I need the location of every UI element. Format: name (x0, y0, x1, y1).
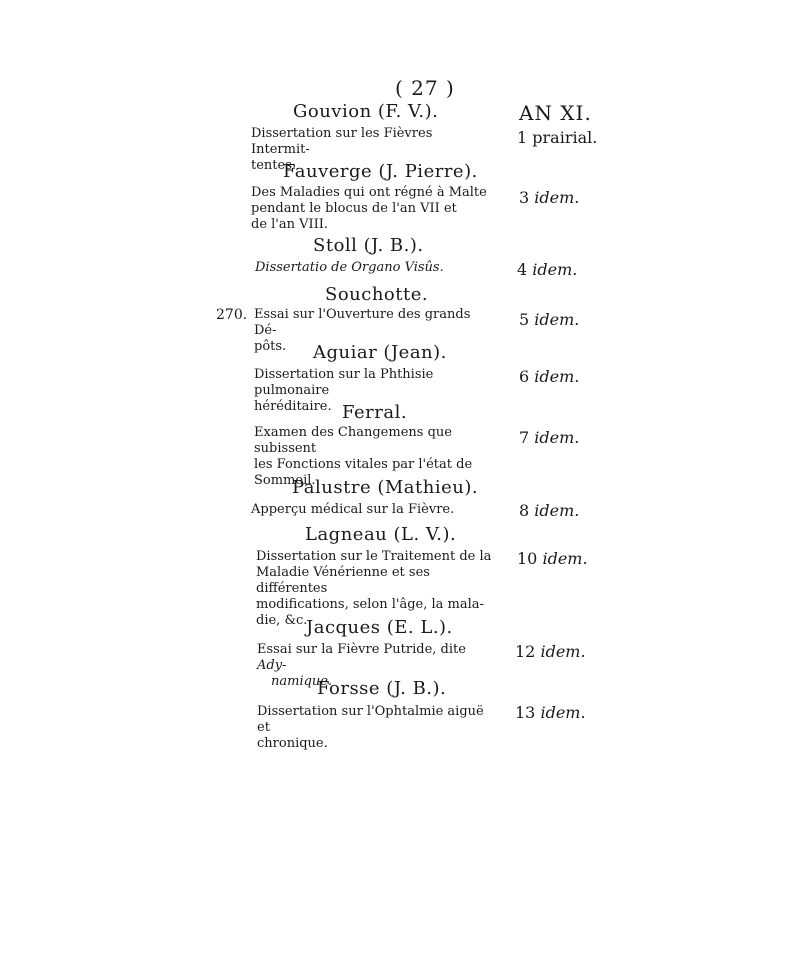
entry-author: Souchotte. (325, 284, 429, 305)
date-label: idem. (540, 642, 586, 661)
entry-title: Examen des Changemens que subissent les Fonctions vitales par l'état de Sommeil. (254, 425, 473, 488)
title-italic-text: Ady- (257, 658, 287, 673)
entry-author: Palustre (Mathieu). (292, 477, 479, 498)
date-label: idem. (534, 310, 580, 329)
date-label: idem. (534, 188, 580, 207)
date-day: 5 (519, 310, 530, 329)
entry-title: Dissertation sur l'Ophtalmie aiguë et chronique. (257, 704, 484, 751)
entry-title: Apperçu médical sur la Fièvre. (251, 502, 455, 517)
date-label: idem. (542, 549, 588, 568)
date-label: idem. (534, 501, 580, 520)
entry-number: 270. (216, 307, 248, 323)
entry-date (515, 642, 586, 661)
page-number: ( 27 ) (395, 76, 455, 100)
date-day: 10 (517, 549, 538, 568)
date-month: prairial. (532, 128, 598, 147)
entry-date (517, 260, 577, 279)
date-label: idem. (532, 260, 578, 279)
entry-date (519, 501, 579, 520)
entry-date (517, 128, 597, 147)
date-day: 13 (515, 703, 536, 722)
entry-date (515, 703, 586, 722)
entry-date (517, 549, 588, 568)
year-header: AN XI. (519, 101, 592, 125)
date-day: 6 (519, 367, 530, 386)
entry-author: Gouvion (F. V.). (293, 101, 439, 122)
entry-title: Dissertation sur les Fièvres Intermit- tentes. (251, 126, 433, 173)
entry-author: Fauverge (J. Pierre). (283, 161, 478, 182)
date-day: 4 (517, 260, 528, 279)
date-label: idem. (534, 367, 580, 386)
entry-title: Dissertation sur le Traitement de la Maladie Vénérienne et ses différentes modifications, selon l'âge, la mala- die, &c. (256, 549, 492, 628)
entry-author: Lagneau (L. V.). (305, 524, 457, 545)
date-label: idem. (534, 428, 580, 447)
entry-author: Forsse (J. B.). (317, 678, 447, 699)
entry-author: Stoll (J. B.). (313, 235, 424, 256)
title-text: Essai sur la Fièvre Putride, dite (257, 642, 466, 657)
entry-date (519, 428, 579, 447)
entry-date (519, 188, 579, 207)
entry-author: Aguiar (Jean). (313, 342, 447, 363)
date-day: 8 (519, 501, 530, 520)
date-day: 1 (517, 128, 528, 147)
date-day: 3 (519, 188, 530, 207)
entry-title: Dissertation sur la Phthisie pulmonaire héréditaire. (254, 367, 434, 414)
entry-title: Dissertatio de Organo Visûs. (255, 260, 444, 275)
entry-title: Des Maladies qui ont régné à Malte pendant le blocus de l'an VII et de l'an VIII. (251, 185, 487, 232)
date-label: idem. (540, 703, 586, 722)
entry-date (519, 310, 579, 329)
entry-date (519, 367, 579, 386)
title-italic-continuation: namique. (271, 674, 333, 689)
date-day: 7 (519, 428, 530, 447)
entry-author: Jacques (E. L.). (306, 617, 453, 638)
date-day: 12 (515, 642, 536, 661)
entry-author: Ferral. (342, 402, 408, 423)
entry-title: Essai sur l'Ouverture des grands Dé- pôts. (254, 307, 471, 354)
